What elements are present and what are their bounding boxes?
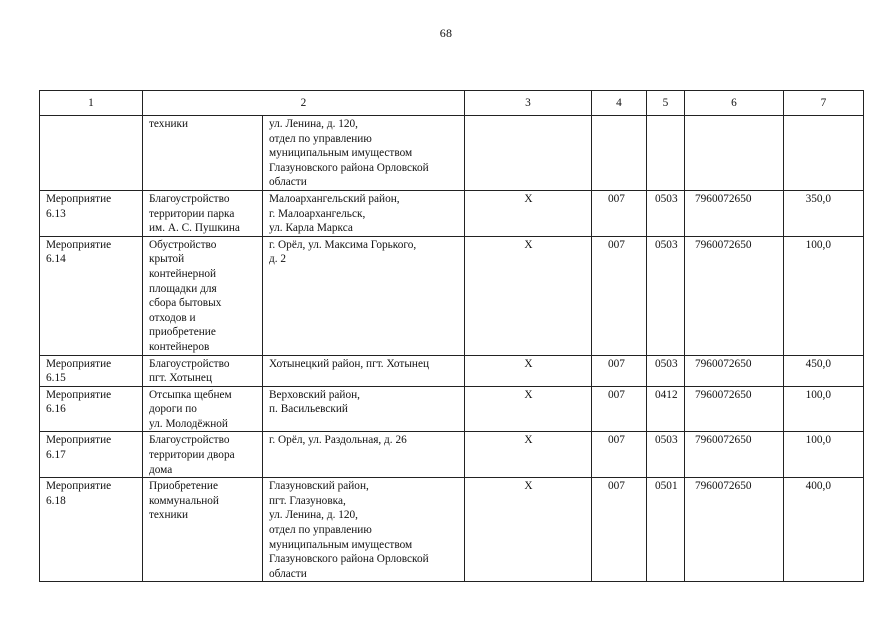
address-cell (263, 190, 465, 236)
address-cell-line: Глазуновского района Орловской (269, 161, 429, 174)
table-row (40, 386, 864, 432)
measure-name-cell (143, 355, 263, 386)
measure-name-cell-line: контейнерной (149, 267, 217, 280)
measure-name-cell-line: крытой (149, 253, 185, 266)
event-cell-line: 6.16 (46, 403, 66, 416)
address-cell-line: п. Васильевский (269, 403, 348, 416)
measure-name-cell (143, 478, 263, 582)
measure-name-cell-line: техники (149, 509, 189, 522)
amount-cell: 100,0 (784, 386, 864, 432)
amount-cell: 100,0 (784, 432, 864, 478)
measure-name-cell-line: им. А. С. Пушкина (149, 222, 240, 235)
event-cell (40, 386, 143, 432)
address-cell-line: пгт. Глазуновка, (269, 494, 346, 507)
event-cell (40, 432, 143, 478)
address-cell-line: ул. Карла Маркса (269, 222, 353, 235)
code-cell-5: 0503 (647, 190, 685, 236)
code-cell-5: 0503 (647, 355, 685, 386)
code-cell-4: 007 (592, 190, 647, 236)
address-cell-line: отдел по управлению (269, 132, 372, 145)
measure-name-cell-line: Благоустройство (149, 434, 230, 447)
address-cell-line: Глазуновский район, (269, 480, 369, 493)
measure-name-cell-line: сбора бытовых (149, 297, 222, 310)
measure-name-cell-line: Обустройство (149, 238, 217, 251)
amount-cell: 350,0 (784, 190, 864, 236)
x-mark-cell: Х (465, 190, 592, 236)
measure-name-cell-line: приобретение (149, 326, 216, 339)
address-cell (263, 116, 465, 191)
event-cell (40, 355, 143, 386)
address-cell-line: ул. Ленина, д. 120, (269, 118, 359, 130)
page-number: 68 (439, 26, 453, 40)
code-cell-6: 7960072650 (685, 355, 784, 386)
table-row (40, 355, 864, 386)
measure-name-cell-line: Приобретение (149, 480, 218, 493)
event-cell-line: 6.18 (46, 494, 66, 507)
event-cell (40, 478, 143, 582)
event-cell-line: 6.15 (46, 372, 66, 385)
event-cell-line: Мероприятие (46, 192, 112, 205)
header-col-1: 1 (40, 91, 143, 116)
address-cell-line: отдел по управлению (269, 524, 372, 537)
x-mark-cell: Х (465, 432, 592, 478)
measure-name-cell-line: Благоустройство (149, 192, 230, 205)
measure-name-cell-line: отходов и (149, 311, 196, 324)
address-cell-line: области (269, 567, 307, 580)
address-cell-line: г. Орёл, ул. Максима Горького, (269, 238, 417, 251)
address-cell-line: г. Малоархангельск, (269, 207, 366, 220)
event-cell-line: 6.14 (46, 253, 66, 266)
measure-name-cell (143, 236, 263, 355)
address-cell (263, 236, 465, 355)
event-cell-line: Мероприятие (46, 434, 112, 447)
table-row (40, 190, 864, 236)
measure-name-cell-line: техники (149, 118, 189, 130)
measure-name-cell-line: дома (149, 463, 173, 476)
measure-name-cell (143, 116, 263, 191)
header-col-7: 7 (784, 91, 864, 116)
code-cell-5: 0503 (647, 236, 685, 355)
measure-name-cell-line: Благоустройство (149, 357, 230, 370)
code-cell-6: 7960072650 (685, 236, 784, 355)
amount-cell: 100,0 (784, 236, 864, 355)
measure-name-cell-line: коммунальной (149, 494, 219, 507)
address-cell-line: муниципальным имуществом (269, 147, 413, 160)
measure-name-cell-line: площадки для (149, 282, 217, 295)
header-col-2: 2 (143, 91, 465, 116)
table-row (40, 116, 864, 191)
measure-name-cell (143, 432, 263, 478)
measure-name-cell-line: территории двора (149, 449, 235, 462)
table-row (40, 478, 864, 582)
address-cell (263, 432, 465, 478)
code-cell-4: 007 (592, 432, 647, 478)
event-cell-line: Мероприятие (46, 238, 112, 251)
amount-cell: 450,0 (784, 355, 864, 386)
code-cell-4: 007 (592, 478, 647, 582)
address-cell-line: г. Орёл, ул. Раздольная, д. 26 (269, 434, 407, 447)
address-cell (263, 355, 465, 386)
code-cell-4: 007 (592, 355, 647, 386)
code-cell-6: 7960072650 (685, 432, 784, 478)
x-mark-cell: Х (465, 355, 592, 386)
measure-name-cell-line: дороги по (149, 403, 197, 416)
event-cell-line: Мероприятие (46, 357, 112, 370)
code-cell-6 (685, 116, 784, 191)
code-cell-5: 0412 (647, 386, 685, 432)
amount-cell (784, 116, 864, 191)
measure-name-cell (143, 386, 263, 432)
event-cell (40, 190, 143, 236)
code-cell-6: 7960072650 (685, 478, 784, 582)
address-cell-line: муниципальным имуществом (269, 538, 413, 551)
x-mark-cell: Х (465, 386, 592, 432)
table-row (40, 432, 864, 478)
code-cell-6: 7960072650 (685, 190, 784, 236)
event-cell-line: 6.17 (46, 449, 66, 462)
event-cell-line: Мероприятие (46, 388, 112, 401)
measure-name-cell-line: ул. Молодёжной (149, 417, 228, 430)
code-cell-4 (592, 116, 647, 191)
event-cell (40, 236, 143, 355)
measure-name-cell (143, 190, 263, 236)
amount-cell: 400,0 (784, 478, 864, 582)
address-cell-line: Малоархангельский район, (269, 192, 400, 205)
event-cell-line: 6.13 (46, 207, 66, 220)
x-mark-cell: Х (465, 236, 592, 355)
header-col-6: 6 (685, 91, 784, 116)
address-cell (263, 386, 465, 432)
address-cell-line: Верховский район, (269, 388, 360, 401)
measure-name-cell-line: контейнеров (149, 340, 210, 353)
code-cell-4: 007 (592, 386, 647, 432)
code-cell-5 (647, 116, 685, 191)
code-cell-6: 7960072650 (685, 386, 784, 432)
address-cell-line: ул. Ленина, д. 120, (269, 509, 359, 522)
measure-name-cell-line: Отсыпка щебнем (149, 388, 232, 401)
event-cell (40, 116, 143, 191)
address-cell-line: Хотынецкий район, пгт. Хотынец (269, 357, 430, 370)
table-row (40, 236, 864, 355)
address-cell-line: д. 2 (269, 253, 287, 266)
x-mark-cell (465, 116, 592, 191)
header-row (40, 91, 864, 116)
address-cell-line: Глазуновского района Орловской (269, 553, 429, 566)
address-cell-line: области (269, 176, 307, 189)
measure-name-cell-line: пгт. Хотынец (149, 372, 212, 385)
x-mark-cell: Х (465, 478, 592, 582)
code-cell-5: 0503 (647, 432, 685, 478)
budget-table (39, 90, 864, 582)
code-cell-5: 0501 (647, 478, 685, 582)
measure-name-cell-line: территории парка (149, 207, 235, 220)
header-col-3: 3 (465, 91, 592, 116)
header-col-5: 5 (647, 91, 685, 116)
code-cell-4: 007 (592, 236, 647, 355)
header-col-4: 4 (592, 91, 647, 116)
address-cell (263, 478, 465, 582)
event-cell-line: Мероприятие (46, 480, 112, 493)
